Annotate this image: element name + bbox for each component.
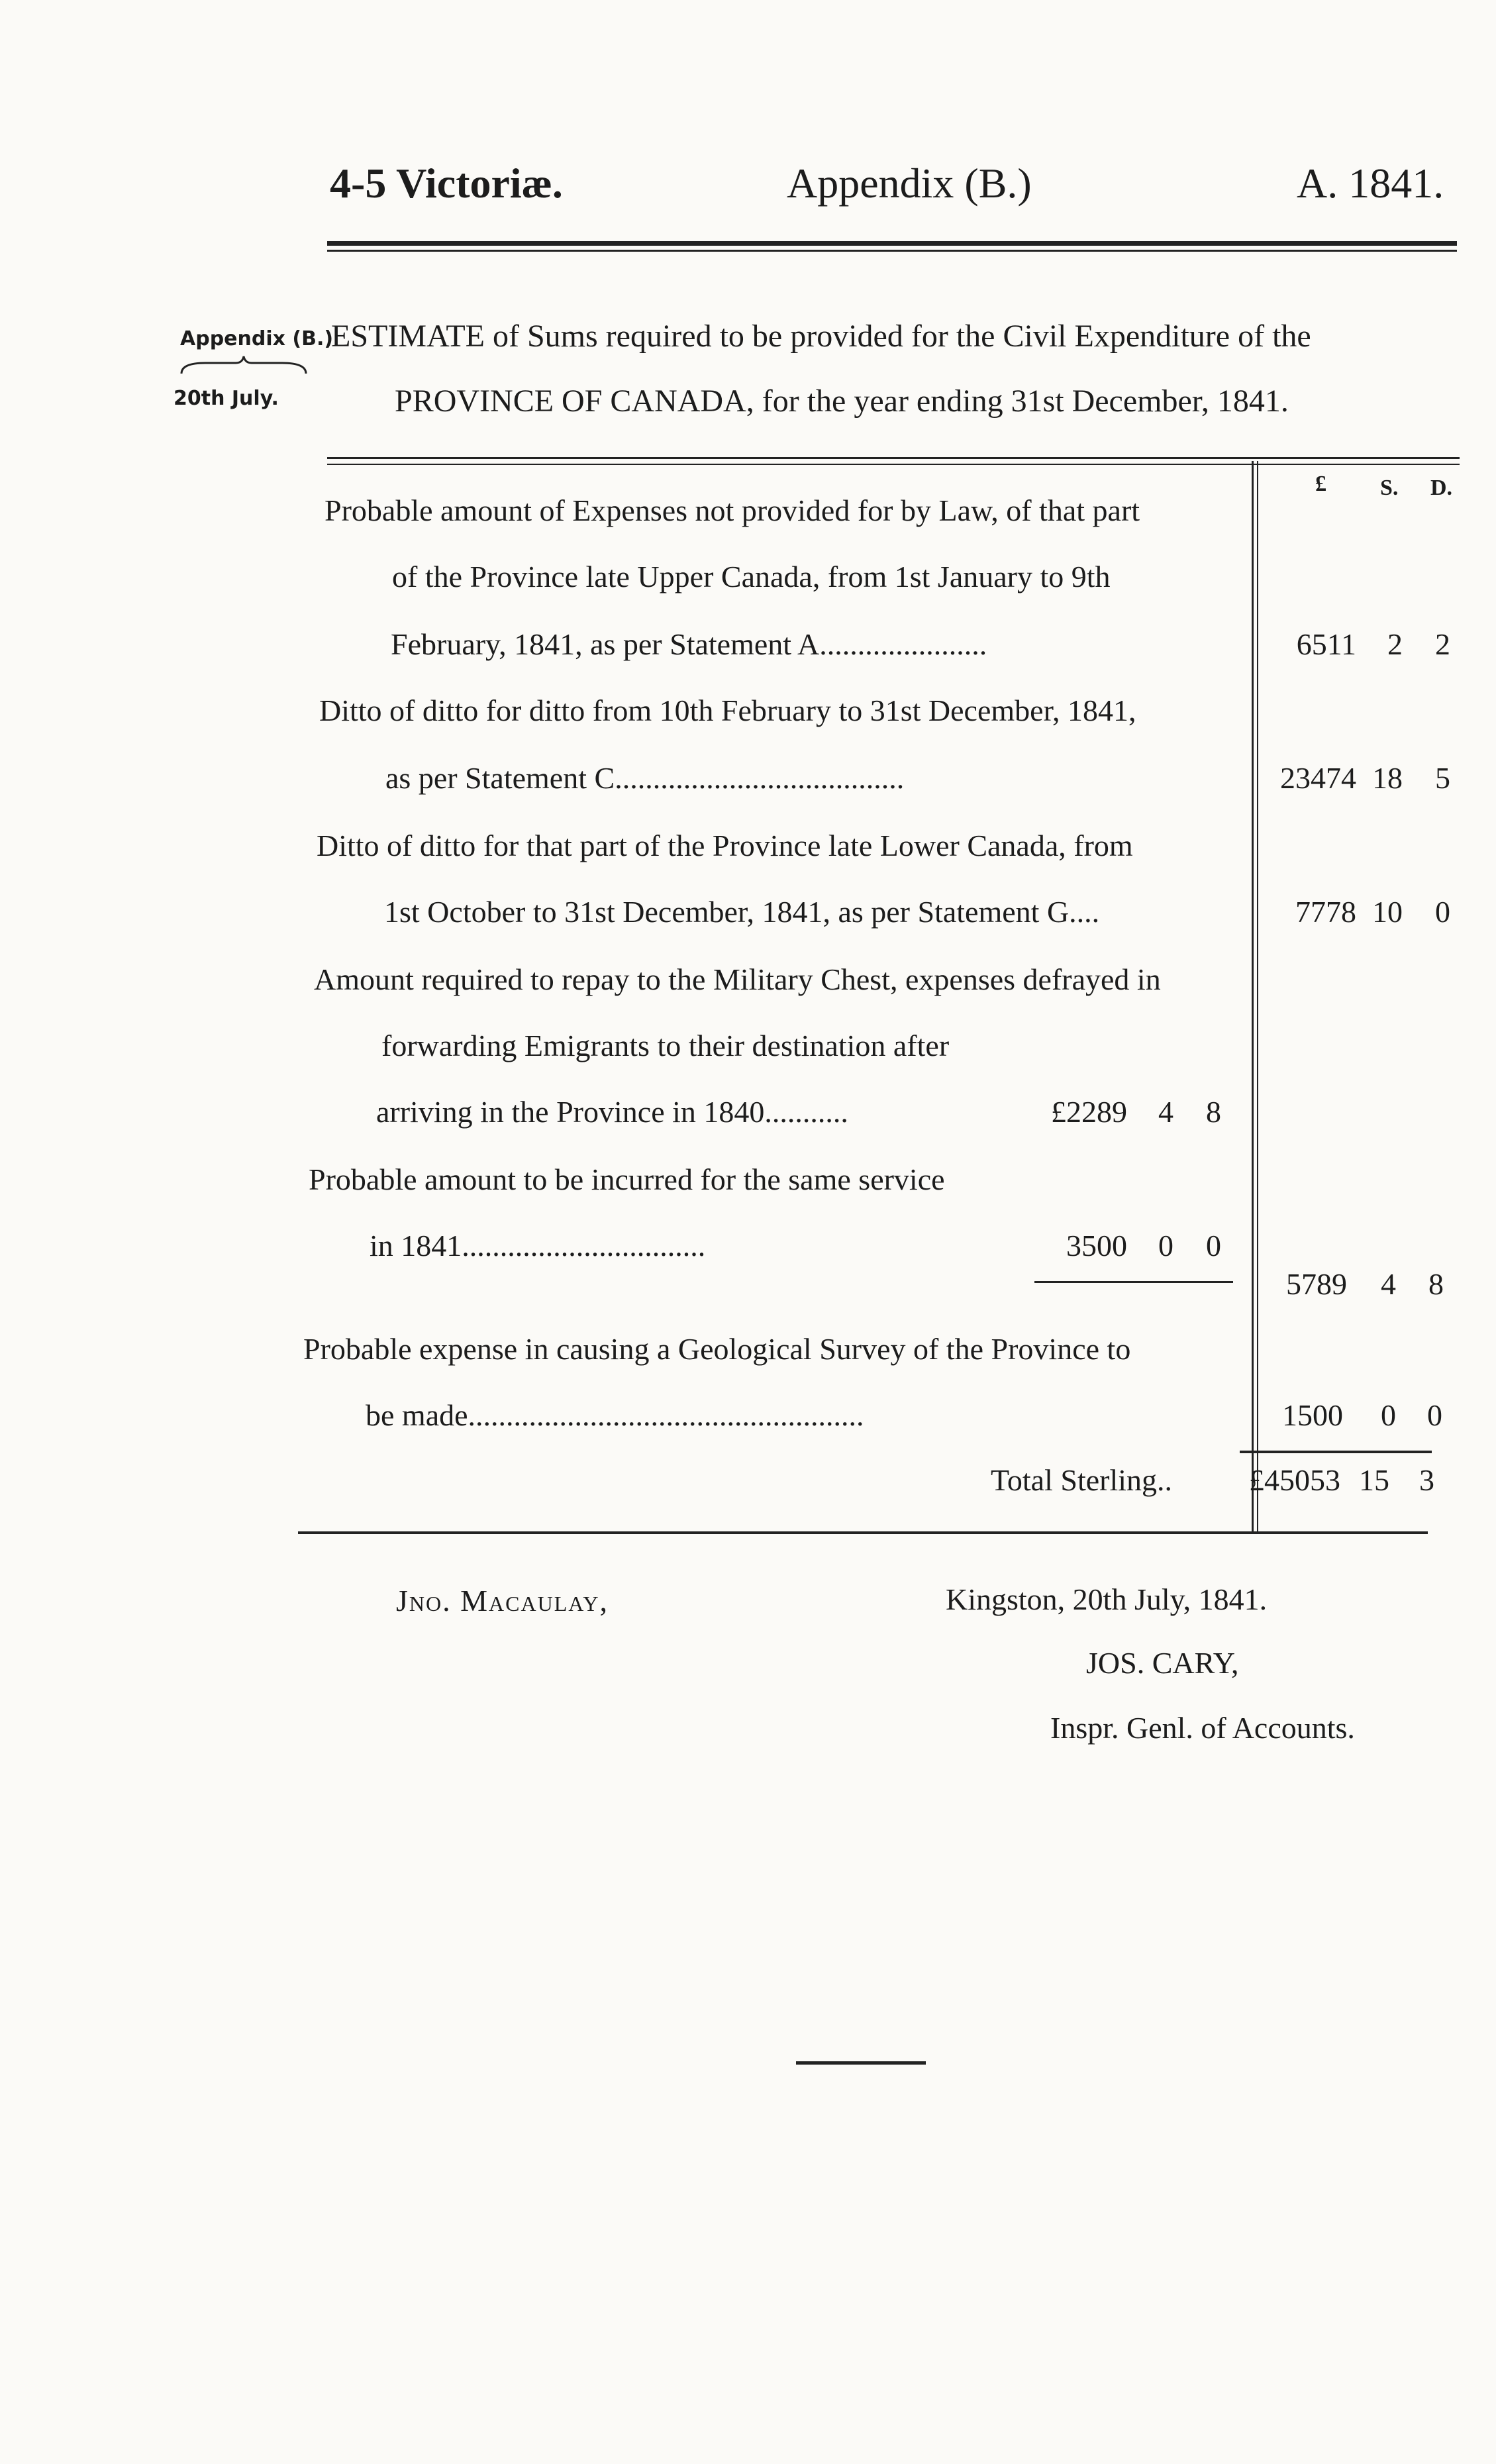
column-divider bbox=[1252, 461, 1254, 1531]
emigrants-line-5: in 1841................................ bbox=[370, 1229, 706, 1262]
estimate-title-line1: ESTIMATE of Sums required to be provided for the Civil Expenditure of the bbox=[331, 319, 1311, 354]
total-pounds: £45053 bbox=[1249, 1463, 1340, 1497]
closing-rule bbox=[796, 2061, 926, 2065]
entry-3-pounds: 7778 bbox=[1295, 895, 1356, 929]
column-divider-2 bbox=[1257, 461, 1258, 1531]
total-pence: 3 bbox=[1419, 1463, 1434, 1497]
geology-shillings: 0 bbox=[1381, 1398, 1396, 1432]
entry-1-line-1: Probable amount of Expenses not provided for by Law, of that part bbox=[324, 493, 1140, 527]
entry-3-pence: 0 bbox=[1435, 895, 1450, 929]
emigrants-total-pence: 8 bbox=[1428, 1267, 1444, 1301]
header-session: 4-5 Victoriæ. bbox=[330, 160, 563, 207]
entry-2-line-2: as per Statement C...................................... bbox=[385, 761, 905, 795]
emigrants-sub2-pence: 0 bbox=[1206, 1229, 1221, 1262]
table-bottom-rule bbox=[298, 1531, 1428, 1534]
table-top-rule bbox=[327, 457, 1460, 459]
geology-line-2: be made.................................................... bbox=[366, 1398, 864, 1432]
emigrants-sub1-pounds: £2289 bbox=[1051, 1095, 1127, 1129]
entry-3-line-1: Ditto of ditto for that part of the Province late Lower Canada, from bbox=[317, 829, 1133, 862]
col-head-pence: D. bbox=[1430, 476, 1453, 500]
emigrants-total-shillings: 4 bbox=[1381, 1267, 1396, 1301]
col-head-pounds: £ bbox=[1315, 472, 1326, 496]
emigrants-sub1-shillings: 4 bbox=[1158, 1095, 1173, 1129]
col-head-shillings: S. bbox=[1380, 476, 1399, 500]
total-rule-top bbox=[1240, 1451, 1432, 1453]
geology-pounds: 1500 bbox=[1282, 1398, 1343, 1432]
entry-1-shillings: 2 bbox=[1387, 627, 1403, 661]
margin-note-date: 20th July. bbox=[174, 387, 279, 410]
signature-macaulay: Jno. Macaulay, bbox=[396, 1584, 609, 1617]
header-rule-thin bbox=[327, 250, 1457, 252]
estimate-title-line2: PROVINCE OF CANADA, for the year ending 31st December, 1841. bbox=[395, 384, 1289, 419]
entry-2-pence: 5 bbox=[1435, 761, 1450, 795]
entry-3-shillings: 10 bbox=[1372, 895, 1403, 929]
header-rule-thick bbox=[327, 241, 1457, 246]
emigrants-line-4: Probable amount to be incurred for the same service bbox=[309, 1162, 945, 1196]
emigrants-line-2: forwarding Emigrants to their destination after bbox=[381, 1029, 950, 1062]
total-label: Total Sterling.. bbox=[991, 1463, 1173, 1497]
total-shillings: 15 bbox=[1359, 1463, 1389, 1497]
emigrants-line-3: arriving in the Province in 1840........... bbox=[376, 1095, 848, 1129]
entry-1-pounds: 6511 bbox=[1296, 627, 1356, 661]
header-year: A. 1841. bbox=[1297, 160, 1444, 207]
signature-office: Inspr. Genl. of Accounts. bbox=[1050, 1711, 1355, 1745]
emigrants-sub2-shillings: 0 bbox=[1158, 1229, 1173, 1262]
emigrants-line-1: Amount required to repay to the Military Chest, expenses defrayed in bbox=[314, 962, 1161, 996]
signature-place-date: Kingston, 20th July, 1841. bbox=[946, 1582, 1268, 1616]
signature-cary: JOS. CARY, bbox=[1086, 1646, 1239, 1680]
margin-note-appendix: Appendix (B.) bbox=[180, 327, 334, 350]
entry-1-line-2: of the Province late Upper Canada, from 1st January to 9th bbox=[392, 560, 1111, 593]
geology-pence: 0 bbox=[1427, 1398, 1442, 1432]
emigrants-sub1-pence: 8 bbox=[1206, 1095, 1221, 1129]
entry-2-line-1: Ditto of ditto for ditto from 10th February to 31st December, 1841, bbox=[319, 693, 1136, 727]
entry-1-pence: 2 bbox=[1435, 627, 1450, 661]
emigrants-total-pounds: 5789 bbox=[1286, 1267, 1347, 1301]
geology-line-1: Probable expense in causing a Geological Survey of the Province to bbox=[303, 1332, 1131, 1366]
brace-icon bbox=[179, 355, 309, 375]
entry-2-shillings: 18 bbox=[1372, 761, 1403, 795]
entry-1-line-3: February, 1841, as per Statement A...................... bbox=[391, 627, 987, 661]
entry-3-line-2: 1st October to 31st December, 1841, as per Statement G.... bbox=[384, 895, 1100, 929]
table-top-rule-2 bbox=[327, 464, 1460, 465]
header-appendix: Appendix (B.) bbox=[787, 160, 1032, 207]
entry-2-pounds: 23474 bbox=[1280, 761, 1356, 795]
emigrants-sub2-pounds: 3500 bbox=[1066, 1229, 1127, 1262]
emigrants-subtotal-rule bbox=[1034, 1281, 1233, 1283]
